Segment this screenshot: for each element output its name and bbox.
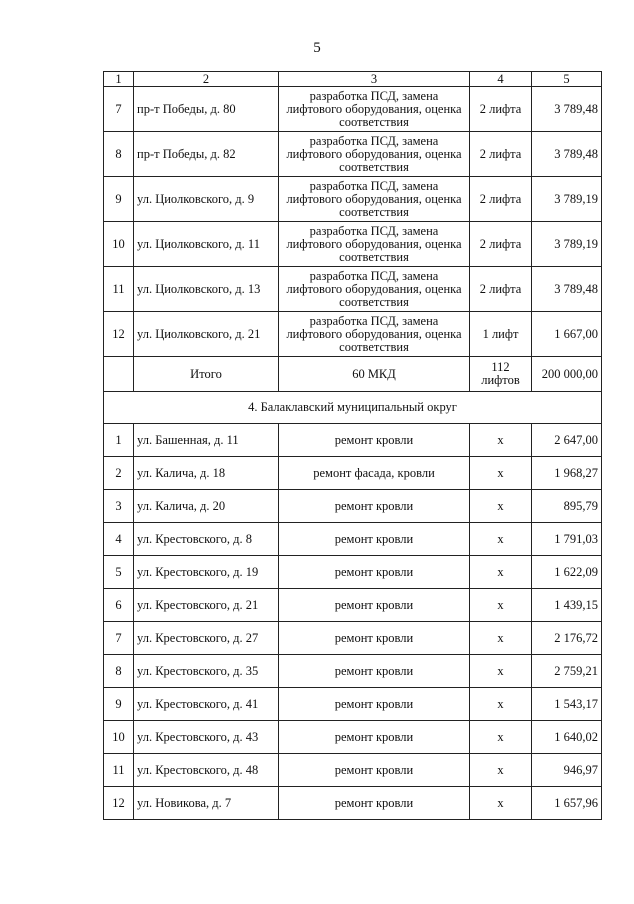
- cost-cell: 1 640,02: [532, 721, 602, 754]
- cost-cell: 3 789,48: [532, 87, 602, 132]
- work-cell: разработка ПСД, замена лифтового оборудования, оценка соответствия: [279, 132, 470, 177]
- table-row: [104, 589, 602, 622]
- work-cell: ремонт кровли: [279, 523, 470, 556]
- total-row: [104, 357, 602, 392]
- address-cell: ул. Крестовского, д. 8: [134, 523, 279, 556]
- header-cell: 3: [279, 72, 470, 87]
- address-cell: ул. Новикова, д. 7: [134, 787, 279, 820]
- work-cell: ремонт кровли: [279, 424, 470, 457]
- cost-cell: 1 543,17: [532, 688, 602, 721]
- quantity-cell: 2 лифта: [470, 132, 532, 177]
- address-cell: пр-т Победы, д. 80: [134, 87, 279, 132]
- address-cell: ул. Циолковского, д. 21: [134, 312, 279, 357]
- row-number: 8: [104, 655, 134, 688]
- table-row: [104, 754, 602, 787]
- table-row: [104, 655, 602, 688]
- work-cell: ремонт кровли: [279, 622, 470, 655]
- row-number: 8: [104, 132, 134, 177]
- cost-cell: 895,79: [532, 490, 602, 523]
- row-number: 1: [104, 424, 134, 457]
- section-title: 4. Балаклавский муниципальный округ: [104, 392, 602, 424]
- table-row: [104, 222, 602, 267]
- table-row: [104, 457, 602, 490]
- address-cell: ул. Крестовского, д. 19: [134, 556, 279, 589]
- quantity-cell: х: [470, 523, 532, 556]
- cost-cell: 1 439,15: [532, 589, 602, 622]
- works-table: [103, 71, 602, 820]
- row-number: 6: [104, 589, 134, 622]
- address-cell: ул. Крестовского, д. 41: [134, 688, 279, 721]
- row-number: 10: [104, 222, 134, 267]
- work-cell: ремонт кровли: [279, 556, 470, 589]
- address-cell: ул. Калича, д. 20: [134, 490, 279, 523]
- address-cell: ул. Калича, д. 18: [134, 457, 279, 490]
- work-cell: ремонт кровли: [279, 490, 470, 523]
- cost-cell: 1 791,03: [532, 523, 602, 556]
- quantity-cell: 1 лифт: [470, 312, 532, 357]
- address-cell: ул. Крестовского, д. 48: [134, 754, 279, 787]
- cost-cell: 1 968,27: [532, 457, 602, 490]
- quantity-cell: х: [470, 490, 532, 523]
- table-row: [104, 523, 602, 556]
- quantity-cell: х: [470, 556, 532, 589]
- quantity-cell: 2 лифта: [470, 177, 532, 222]
- work-cell: разработка ПСД, замена лифтового оборудования, оценка соответствия: [279, 222, 470, 267]
- table-row: [104, 721, 602, 754]
- work-cell: ремонт кровли: [279, 754, 470, 787]
- work-cell: разработка ПСД, замена лифтового оборудования, оценка соответствия: [279, 177, 470, 222]
- row-number: 12: [104, 312, 134, 357]
- header-row: [104, 72, 602, 87]
- row-number: 4: [104, 523, 134, 556]
- row-number: 7: [104, 87, 134, 132]
- address-cell: ул. Крестовского, д. 27: [134, 622, 279, 655]
- quantity-cell: 2 лифта: [470, 222, 532, 267]
- work-cell: разработка ПСД, замена лифтового оборудования, оценка соответствия: [279, 267, 470, 312]
- table-row: [104, 787, 602, 820]
- row-number: 11: [104, 754, 134, 787]
- work-cell: разработка ПСД, замена лифтового оборудования, оценка соответствия: [279, 87, 470, 132]
- quantity-cell: х: [470, 754, 532, 787]
- address-cell: ул. Крестовского, д. 21: [134, 589, 279, 622]
- total-cost: 200 000,00: [532, 357, 602, 392]
- work-cell: ремонт кровли: [279, 787, 470, 820]
- row-number: 2: [104, 457, 134, 490]
- address-cell: ул. Башенная, д. 11: [134, 424, 279, 457]
- work-cell: разработка ПСД, замена лифтового оборудования, оценка соответствия: [279, 312, 470, 357]
- row-number: 7: [104, 622, 134, 655]
- row-number: 5: [104, 556, 134, 589]
- table-row: [104, 267, 602, 312]
- table-row: [104, 87, 602, 132]
- table-row: [104, 556, 602, 589]
- header-cell: 1: [104, 72, 134, 87]
- header-cell: 5: [532, 72, 602, 87]
- address-cell: пр-т Победы, д. 82: [134, 132, 279, 177]
- work-cell: ремонт кровли: [279, 589, 470, 622]
- table-row: [104, 490, 602, 523]
- cost-cell: 2 759,21: [532, 655, 602, 688]
- total-mkd: 60 МКД: [279, 357, 470, 392]
- cost-cell: 2 176,72: [532, 622, 602, 655]
- work-cell: ремонт кровли: [279, 721, 470, 754]
- table-row: [104, 688, 602, 721]
- total-label: Итого: [134, 357, 279, 392]
- cost-cell: 3 789,19: [532, 222, 602, 267]
- table-row: [104, 132, 602, 177]
- cost-cell: 3 789,19: [532, 177, 602, 222]
- row-number: 9: [104, 177, 134, 222]
- section-row: [104, 392, 602, 424]
- row-number: 9: [104, 688, 134, 721]
- cost-cell: 946,97: [532, 754, 602, 787]
- quantity-cell: 2 лифта: [470, 87, 532, 132]
- quantity-cell: х: [470, 655, 532, 688]
- quantity-cell: 2 лифта: [470, 267, 532, 312]
- work-cell: ремонт кровли: [279, 655, 470, 688]
- row-number: 3: [104, 490, 134, 523]
- row-number: 11: [104, 267, 134, 312]
- header-cell: 4: [470, 72, 532, 87]
- quantity-cell: х: [470, 589, 532, 622]
- address-cell: ул. Крестовского, д. 35: [134, 655, 279, 688]
- quantity-cell: х: [470, 457, 532, 490]
- work-cell: ремонт фасада, кровли: [279, 457, 470, 490]
- row-number: 12: [104, 787, 134, 820]
- cost-cell: 2 647,00: [532, 424, 602, 457]
- cost-cell: 1 667,00: [532, 312, 602, 357]
- cost-cell: 3 789,48: [532, 132, 602, 177]
- table-row: [104, 177, 602, 222]
- quantity-cell: х: [470, 622, 532, 655]
- quantity-cell: х: [470, 688, 532, 721]
- cost-cell: 1 657,96: [532, 787, 602, 820]
- quantity-cell: х: [470, 424, 532, 457]
- table-row: [104, 312, 602, 357]
- cost-cell: 3 789,48: [532, 267, 602, 312]
- total-empty-cell: [104, 357, 134, 392]
- work-cell: ремонт кровли: [279, 688, 470, 721]
- address-cell: ул. Циолковского, д. 13: [134, 267, 279, 312]
- page-number: 5: [313, 40, 321, 56]
- quantity-cell: х: [470, 787, 532, 820]
- table-row: [104, 622, 602, 655]
- row-number: 10: [104, 721, 134, 754]
- cost-cell: 1 622,09: [532, 556, 602, 589]
- header-cell: 2: [134, 72, 279, 87]
- quantity-cell: х: [470, 721, 532, 754]
- address-cell: ул. Циолковского, д. 11: [134, 222, 279, 267]
- total-qty: 112 лифтов: [470, 357, 532, 392]
- address-cell: ул. Крестовского, д. 43: [134, 721, 279, 754]
- address-cell: ул. Циолковского, д. 9: [134, 177, 279, 222]
- table-row: [104, 424, 602, 457]
